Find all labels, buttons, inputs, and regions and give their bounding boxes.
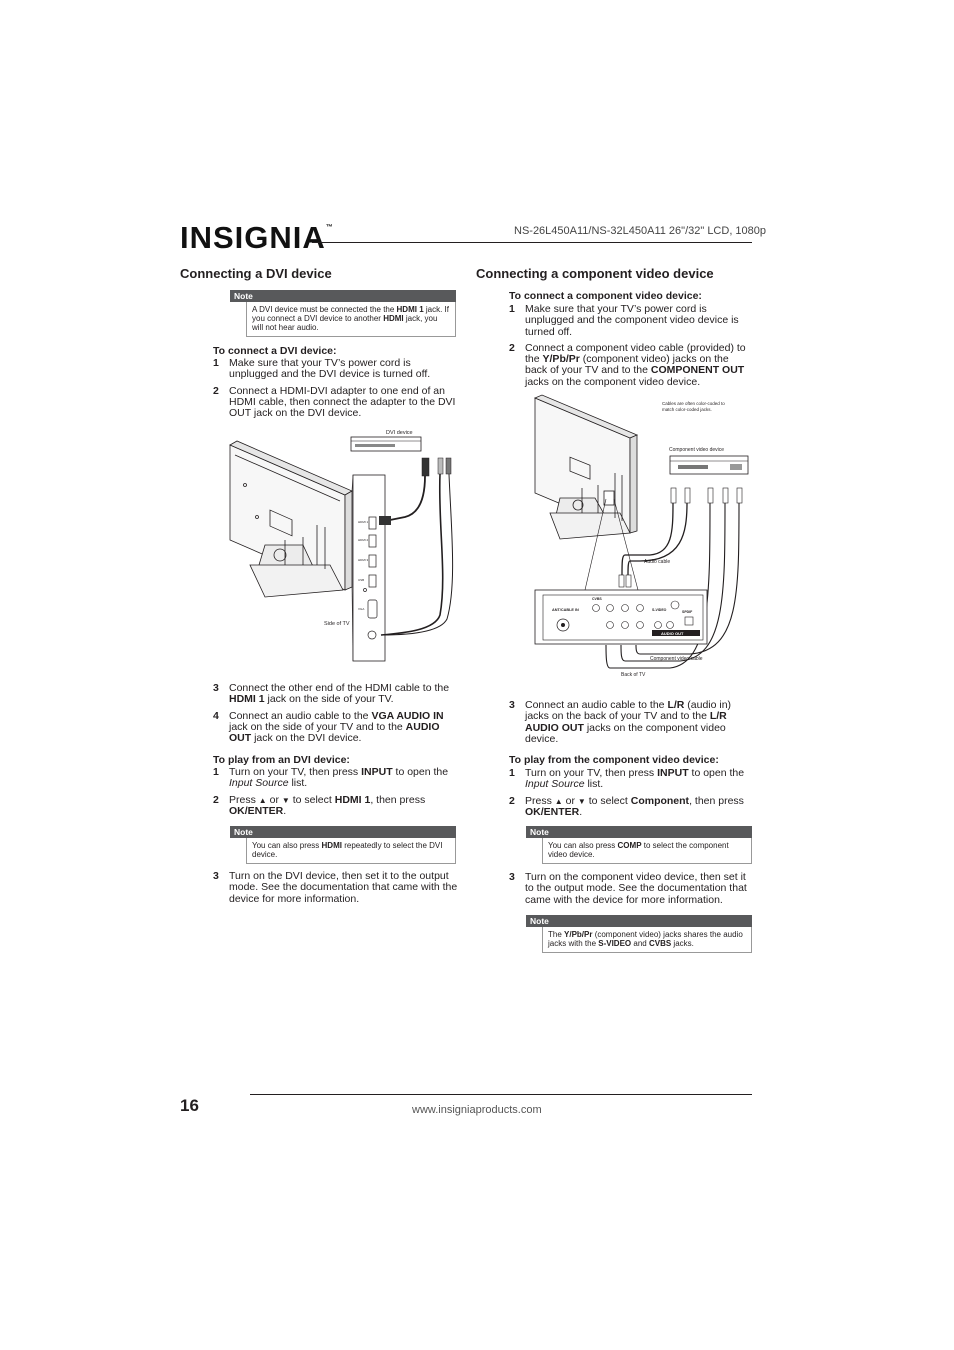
dvi-note-1: [230, 290, 456, 337]
dvi-play-steps: [213, 767, 459, 822]
step-item: 3 Turn on the component video device, then set it to the output mode. See the documentation that came with the device for more information.: [509, 871, 747, 906]
component-play-heading: To play from the component video device:: [509, 754, 719, 766]
component-section-title: Connecting a component video device: [476, 266, 714, 281]
spdif-label: SPDIF: [682, 610, 693, 614]
component-connect-heading: To connect a component video device:: [509, 290, 702, 302]
svg-text:USB: USB: [358, 578, 365, 582]
component-connect-steps-cont: [509, 700, 753, 750]
dvi-device-label: DVI device: [386, 430, 413, 436]
component-note-1: [526, 826, 752, 864]
step-item: 3 Connect the other end of the HDMI cable to the HDMI 1 jack on the side of your TV.: [213, 682, 450, 706]
component-cable-label: Component video cable: [650, 656, 703, 662]
component-connect-steps: [509, 304, 753, 393]
svideo-label: S-VIDEO: [652, 608, 667, 612]
step-item: 1 Make sure that your TV’s power cord is unplugged and the component video device is turned off.: [509, 303, 739, 338]
trademark: ™: [325, 224, 333, 231]
svg-text:VGA: VGA: [358, 607, 365, 611]
component-play-steps-cont: [509, 872, 753, 911]
note-body: You can also press COMP to select the component video device.: [542, 838, 752, 864]
audio-cable-label: Audio cable: [644, 559, 671, 565]
ant-cable-label: ANT/CABLE IN: [552, 608, 579, 612]
step-item: 3 Connect an audio cable to the L/R (audio in) jacks on the back of your TV and to the L/R AUDIO OUT jacks on the component video device.: [509, 699, 732, 745]
svg-text:HDMI 3: HDMI 3: [358, 558, 369, 562]
note-body: You can also press HDMI repeatedly to select the DVI device.: [246, 838, 456, 864]
footer-url: www.insigniaproducts.com: [412, 1104, 542, 1116]
down-arrow-icon: ▼: [577, 796, 586, 806]
step-item: 2 Press ▲ or ▼ to select HDMI 1, then press OK/ENTER.: [213, 793, 426, 817]
note-label: Note: [526, 915, 752, 927]
component-note-2: [526, 915, 752, 953]
up-arrow-icon: ▲: [554, 796, 563, 806]
model-title: NS-26L450A11/NS-32L450A11 26"/32" LCD, 1080p: [514, 225, 767, 237]
note-label: Note: [526, 826, 752, 838]
audio-out-label: AUDIO OUT: [661, 631, 684, 636]
brand-name: INSIGNIA: [180, 220, 326, 255]
down-arrow-icon: ▼: [281, 795, 290, 805]
up-arrow-icon: ▲: [258, 795, 267, 805]
note-body: A DVI device must be connected the the HDMI 1 jack. If you connect a DVI device to another HDMI jack, you will not hear audio.: [246, 302, 456, 337]
cables-note-line: Cables are often color-coded to: [662, 401, 725, 406]
dvi-connect-steps-cont: [213, 683, 459, 749]
svg-text:HDMI 2: HDMI 2: [358, 538, 369, 542]
cvbs-label: CVBS: [592, 597, 602, 601]
cables-note-line: match color-coded jacks.: [662, 407, 712, 412]
page-number: 16: [180, 1096, 199, 1115]
component-play-steps: [509, 768, 753, 823]
step-item: 2 Connect a component video cable (provided) to the Y/Pb/Pr (component video) jacks on the back of your TV and to the COMPONENT OUT jacks on the component video device.: [509, 341, 746, 388]
dvi-play-steps-cont: [213, 871, 459, 910]
component-device-label: Component video device: [669, 447, 725, 453]
step-item: 3 Turn on the DVI device, then set it to the output mode. See the documentation that came with the device for more information.: [213, 870, 458, 905]
brand-logo: [180, 220, 333, 256]
step-item: 1 Turn on your TV, then press INPUT to open the Input Source list.: [509, 767, 745, 791]
dvi-play-heading: To play from an DVI device:: [213, 754, 350, 766]
back-of-tv-label: Back of TV: [621, 672, 646, 678]
component-connection-diagram: [530, 393, 760, 683]
header-rule: [312, 242, 752, 243]
step-item: 1 Turn on your TV, then press INPUT to open the Input Source list.: [213, 766, 449, 790]
dvi-note-2: [230, 826, 456, 864]
footer-rule: [250, 1094, 752, 1095]
dvi-connection-diagram: [225, 425, 461, 665]
note-label: Note: [230, 290, 456, 302]
dvi-section-title: Connecting a DVI device: [180, 266, 332, 281]
note-body: The Y/Pb/Pr (component video) jacks shares the audio jacks with the S-VIDEO and CVBS jacks.: [542, 927, 752, 953]
step-item: 4 Connect an audio cable to the VGA AUDIO IN jack on the side of your TV and to the AUDIO OUT jack on the DVI device.: [213, 709, 444, 745]
step-item: 1 Make sure that your TV’s power cord is unplugged and the DVI device is turned off.: [213, 357, 431, 381]
step-item: 2 Press ▲ or ▼ to select Component, then press OK/ENTER.: [509, 794, 744, 818]
dvi-connect-heading: To connect a DVI device:: [213, 345, 337, 357]
dvi-connect-steps: [213, 358, 459, 424]
side-of-tv-label: Side of TV: [324, 621, 350, 627]
note-label: Note: [230, 826, 456, 838]
step-item: 2 Connect a HDMI-DVI adapter to one end of an HDMI cable, then connect the adapter to the DVI OUT jack on the DVI device.: [213, 384, 456, 420]
svg-text:HDMI 1: HDMI 1: [358, 520, 369, 524]
